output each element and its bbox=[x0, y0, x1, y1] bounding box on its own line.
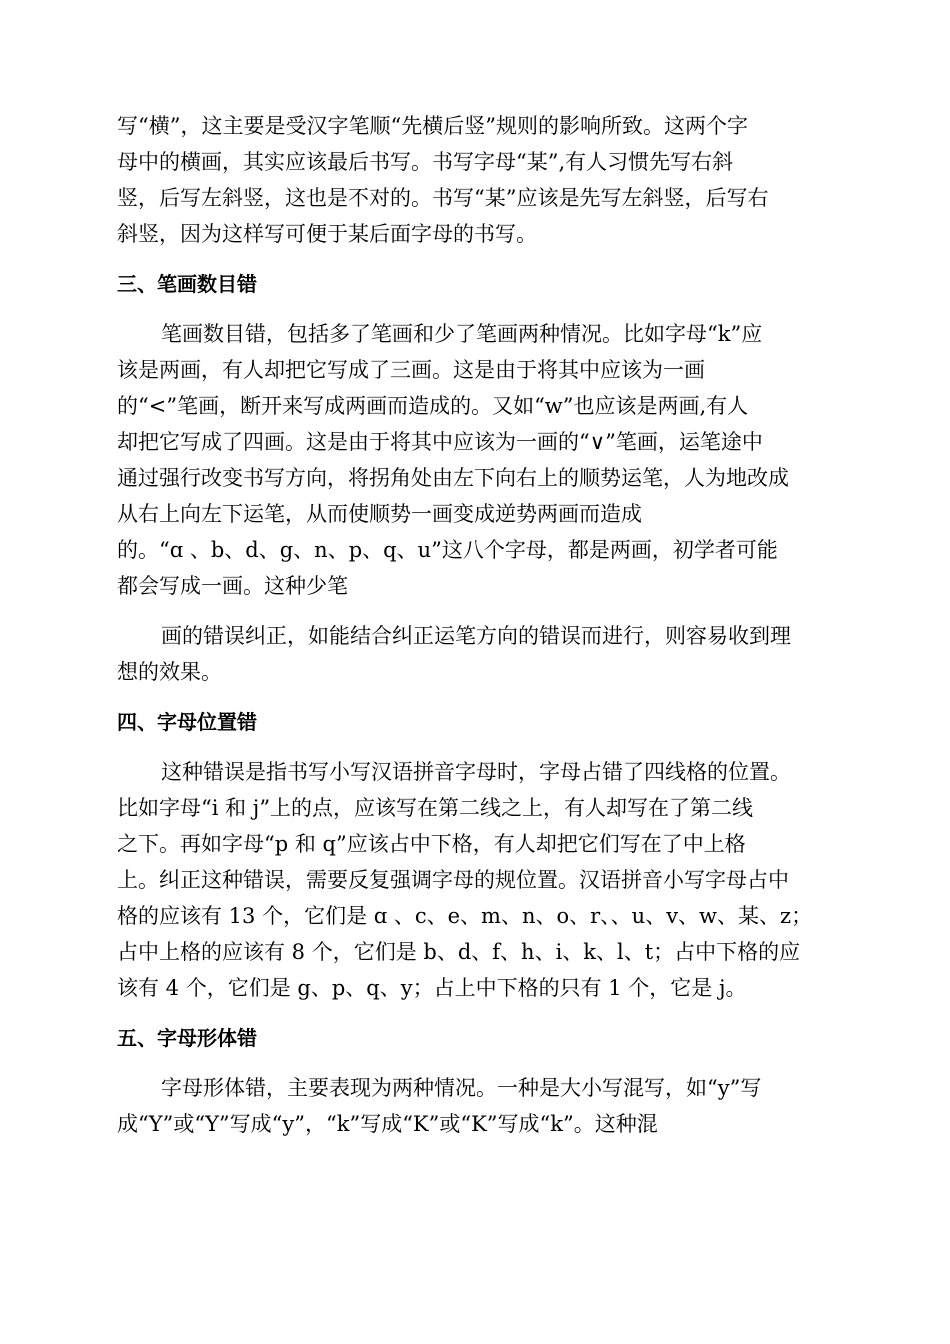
text-line: 笔画数目错，包括多了笔画和少了笔画两种情况。比如字母“k”应 bbox=[161, 322, 763, 346]
paragraph-stroke-count bbox=[117, 316, 837, 604]
text-line: 成“Y”或“Y”写成“y”，“k”写成“K”或“K”写成“k”。这种混 bbox=[117, 1112, 658, 1136]
text-line: 竖，后写左斜竖，这也是不对的。书写“某”应该是先写左斜竖，后写右 bbox=[117, 186, 769, 210]
paragraph-stroke-correction bbox=[117, 618, 837, 690]
text-line: 想的效果。 bbox=[117, 660, 222, 684]
text-line: 该是两画，有人却把它写成了三画。这是由于将其中应该为一画 bbox=[117, 358, 705, 382]
text-line: 占中上格的应该有 8 个，它们是 b、d、f、h、i、k、l、t；占中下格的应 bbox=[117, 940, 801, 964]
paragraph-continuation bbox=[117, 108, 837, 252]
text-line: 比如字母“i 和 j”上的点，应该写在第二线之上，有人却写在了第二线 bbox=[117, 796, 754, 820]
text-line: 格的应该有 13 个，它们是 ɑ 、c、e、m、n、o、r、、u、v、w、某、z； bbox=[117, 904, 813, 928]
text-line: 写“横”，这主要是受汉字笔顺“先横后竖”规则的影响所致。这两个字 bbox=[117, 114, 748, 138]
text-line: 上。纠正这种错误，需要反复强调字母的规位置。汉语拼音小写字母占中 bbox=[117, 868, 789, 892]
text-line: 从右上向左下运笔，从而使顺势一画变成逆势两画而造成 bbox=[117, 502, 642, 526]
text-line: 这种错误是指书写小写汉语拼音字母时，字母占错了四线格的位置。 bbox=[161, 760, 791, 784]
paragraph-letter-shape bbox=[117, 1070, 837, 1142]
text-line: 都会写成一画。这种少笔 bbox=[117, 574, 348, 598]
text-line: 的。“ɑ 、b、d、g、n、p、q、u”这八个字母，都是两画，初学者可能 bbox=[117, 538, 778, 562]
text-line: 该有 4 个，它们是 g、p、q、y；占上中下格的只有 1 个，它是 j。 bbox=[117, 976, 747, 1000]
document-page bbox=[117, 108, 837, 1142]
section-heading-stroke-count: 三、笔画数目错 bbox=[117, 272, 257, 296]
text-line: 的“<”笔画，断开来写成两画而造成的。又如“w”也应该是两画,有人 bbox=[117, 394, 749, 418]
paragraph-letter-position bbox=[117, 754, 837, 1006]
section-heading-letter-shape: 五、字母形体错 bbox=[117, 1026, 257, 1050]
text-line: 画的错误纠正，如能结合纠正运笔方向的错误而进行，则容易收到理 bbox=[161, 624, 791, 648]
text-line: 之下。再如字母“p 和 q”应该占中下格，有人却把它们写在了中上格 bbox=[117, 832, 746, 856]
section-heading-letter-position: 四、字母位置错 bbox=[117, 710, 257, 734]
text-line: 却把它写成了四画。这是由于将其中应该为一画的“∨”笔画，运笔途中 bbox=[117, 430, 763, 454]
text-line: 母中的横画，其实应该最后书写。书写字母“某”,有人习惯先写右斜 bbox=[117, 150, 734, 174]
text-line: 通过强行改变书写方向，将拐角处由左下向右上的顺势运笔，人为地改成 bbox=[117, 466, 789, 490]
text-line: 字母形体错，主要表现为两种情况。一种是大小写混写，如“y”写 bbox=[161, 1076, 762, 1100]
text-line: 斜竖，因为这样写可便于某后面字母的书写。 bbox=[117, 222, 537, 246]
